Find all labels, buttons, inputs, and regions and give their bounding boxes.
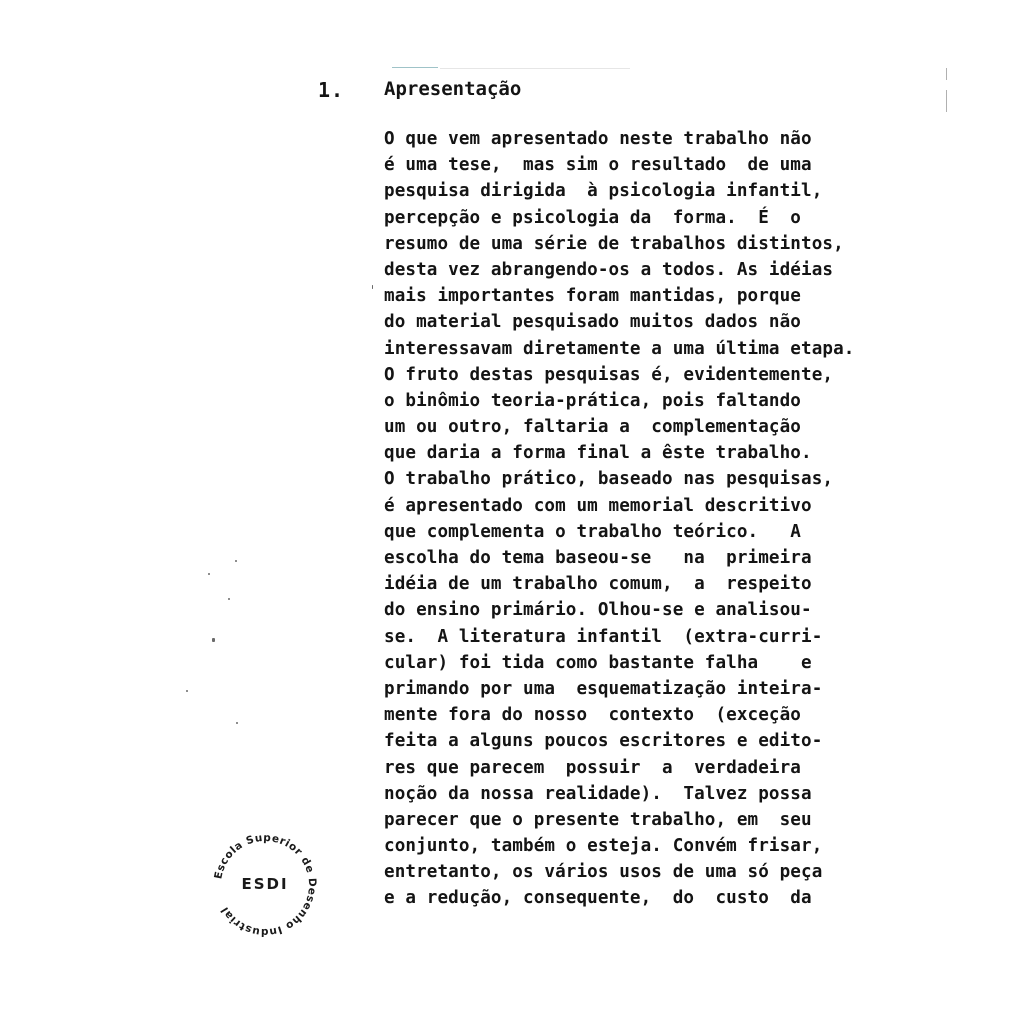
text-line: que daria a forma final a êste trabalho. — [384, 443, 812, 464]
text-line: O fruto destas pesquisas é, evidentemente, — [384, 364, 834, 385]
text-line: conjunto, também o esteja. Convém frisar, — [384, 836, 823, 857]
text-line: é apresentado com um memorial descritivo — [384, 495, 812, 516]
seal-acronym: ESDI — [241, 875, 289, 893]
text-line: um ou outro, faltaria a complementação — [384, 417, 802, 438]
text-line: se. A literatura infantil (extra-curri- — [384, 626, 823, 647]
top-rule-left — [392, 67, 438, 68]
text-line: res que parecem possuir a verdadeira — [384, 757, 802, 778]
section-number: 1. — [318, 78, 345, 102]
margin-tick — [946, 68, 947, 80]
scan-speck — [235, 560, 237, 562]
scan-speck — [236, 722, 238, 724]
scan-speck — [186, 690, 188, 692]
text-line: O trabalho prático, baseado nas pesquisas, — [384, 469, 834, 490]
text-line: mente fora do nosso contexto (exceção — [384, 705, 802, 726]
text-line: do ensino primário. Olhou-se e analisou- — [384, 600, 812, 621]
text-line: entretanto, os vários usos de uma só peça — [384, 862, 823, 883]
text-line: idéia de um trabalho comum, a respeito — [384, 574, 812, 595]
text-line: cular) foi tida como bastante falha e — [384, 652, 812, 673]
esdi-seal — [200, 820, 330, 950]
text-line: pesquisa dirigida à psicologia infantil, — [384, 181, 823, 202]
text-line: primando por uma esquematização inteira- — [384, 678, 823, 699]
text-line: é uma tese, mas sim o resultado de uma — [384, 155, 812, 176]
margin-tick — [946, 90, 947, 112]
text-line: escolha do tema baseou-se na primeira — [384, 548, 812, 568]
text-line: resumo de uma série de trabalhos distintos, — [384, 233, 844, 254]
text-line: feita a alguns poucos escritores e edito- — [384, 731, 823, 752]
text-line: interessavam diretamente a uma última etapa. — [384, 338, 855, 359]
scan-speck — [372, 285, 373, 289]
text-line: do material pesquisado muitos dados não — [384, 312, 802, 333]
text-line: o binômio teoria-prática, pois faltando — [384, 390, 802, 411]
text-line: mais importantes foram mantidas, porque — [384, 286, 802, 307]
top-rule-right — [440, 68, 630, 69]
text-line: e a redução, consequente, do custo da — [384, 888, 812, 909]
text-line: O que vem apresentado neste trabalho não — [384, 129, 812, 149]
body-paragraph — [384, 126, 924, 912]
scan-speck — [228, 598, 230, 600]
text-line: desta vez abrangendo-os a todos. As idéias — [384, 259, 834, 280]
text-line: percepção e psicologia da forma. É o — [384, 207, 802, 228]
text-line: que complementa o trabalho teórico. A — [384, 521, 802, 542]
scan-speck — [208, 573, 210, 575]
text-line: parecer que o presente trabalho, em seu — [384, 809, 812, 830]
text-line: noção da nossa realidade). Talvez possa — [384, 783, 812, 804]
svg-text:Escola Superior de Desenho Ind: Escola Superior de Desenho Industrial — [212, 831, 319, 939]
scan-speck — [212, 638, 215, 642]
section-title: Apresentação — [384, 78, 522, 100]
